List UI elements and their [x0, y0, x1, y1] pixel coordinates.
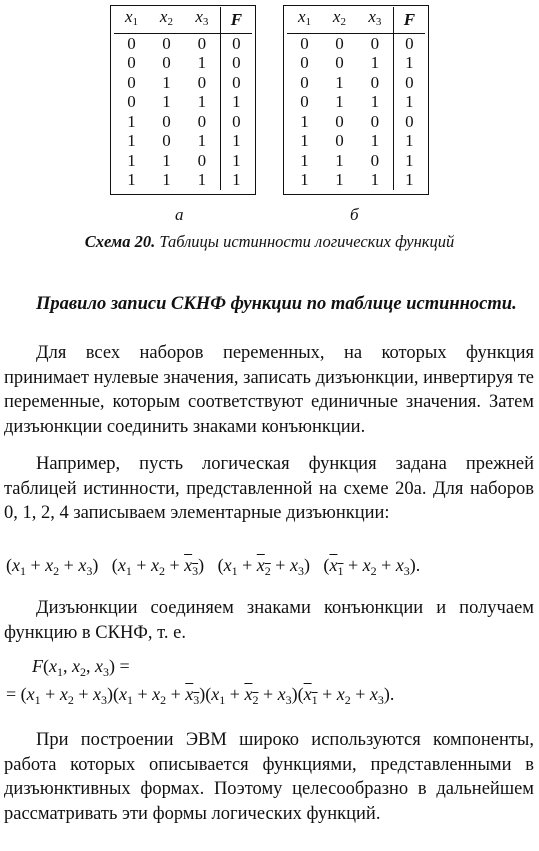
table-cell: 1 [127, 150, 136, 170]
table-cell: 0 [162, 131, 171, 150]
column-header: $x_2$ [322, 7, 357, 33]
truth-table-a [114, 7, 252, 190]
table-cell: 1 [300, 150, 309, 170]
table-cell: 1 [370, 131, 380, 150]
table-header-row [287, 7, 425, 33]
table-cell: 1 [393, 151, 425, 171]
table-cell: 1 [162, 92, 171, 111]
table-cell: 1 [220, 92, 252, 112]
column-header: $x_3$ [184, 7, 220, 33]
table-row [114, 112, 252, 132]
table-row [287, 33, 425, 53]
table-header-row [114, 7, 252, 33]
table-cell: 0 [370, 72, 380, 92]
table-cell: 1 [300, 170, 309, 189]
table-cell: 0 [335, 53, 344, 72]
table-row [287, 73, 425, 93]
table-cell: 1 [335, 72, 344, 92]
table-cell: 1 [335, 170, 344, 189]
table-cell: 0 [197, 111, 207, 131]
table-row [287, 92, 425, 112]
table-row [287, 131, 425, 151]
table-cell: 0 [393, 33, 425, 53]
table-row [287, 151, 425, 171]
table-row [114, 92, 252, 112]
figure-caption [0, 232, 539, 252]
table-cell: 0 [393, 73, 425, 93]
column-header: $x_2$ [149, 7, 184, 33]
table-cell: 0 [393, 112, 425, 132]
table-cell: 0 [162, 53, 171, 72]
table-cell: 0 [197, 33, 207, 53]
table-cell: 0 [300, 72, 309, 92]
table-cell: 1 [393, 53, 425, 73]
table-row [287, 112, 425, 132]
table-cell: 0 [197, 150, 207, 170]
formula-scnf-line1: $F(x_1$, $x_2$, $x_3$) = [32, 656, 130, 679]
table-cell: 0 [220, 53, 252, 73]
table-a-label: а [175, 205, 184, 224]
table-cell: 1 [300, 111, 309, 131]
table-row [114, 131, 252, 151]
table-cell: 1 [393, 170, 425, 190]
table-cell: 0 [162, 33, 171, 53]
table-cell: 0 [300, 53, 309, 72]
table-cell: 0 [300, 92, 309, 111]
paragraph-rule-body: Для всех наборов переменных, на которых функция принимает нулевые значения, записать дизъюнкции, инвертируя те переменные, которым соответствуют единичные значения. Затем дизъюнкции соединить знаками конъюнкции. [4, 343, 534, 437]
table-cell: 0 [220, 112, 252, 132]
table-row [287, 170, 425, 190]
table-row [287, 53, 425, 73]
table-cell: 1 [370, 92, 380, 111]
caption-text: Таблицы истинности логических функций [155, 232, 455, 251]
table-cell: 0 [220, 33, 252, 53]
column-header: $x_1$ [287, 7, 322, 33]
table-cell: 1 [127, 170, 136, 189]
table-b-label: б [350, 205, 359, 224]
table-cell: 1 [335, 150, 344, 170]
table-cell: 1 [220, 131, 252, 151]
table-cell: 1 [162, 170, 171, 189]
table-cell: 0 [220, 73, 252, 93]
table-cell: 1 [393, 131, 425, 151]
paragraph-conjunction: Дизъюнкции соединяем знаками конъюнкции и получаем функцию в СКНФ, т. е. [4, 598, 534, 643]
table-cell: 1 [162, 150, 171, 170]
table-row [114, 170, 252, 190]
column-header: $x_1$ [114, 7, 149, 33]
table-cell: 1 [335, 92, 344, 111]
table-cell: 0 [127, 72, 136, 92]
table-cell: 1 [220, 170, 252, 190]
formula-disjunctions: $(x_1 + x_2 + x_3) (x_1 + x_2 + x_3) (x_1 + x_2 + x_3) (x_1 + x_2 + x_3)$. [6, 555, 421, 578]
table-cell: 0 [162, 111, 171, 131]
table-cell: 1 [162, 72, 171, 92]
table-cell: 0 [370, 111, 380, 131]
table-row [114, 53, 252, 73]
table-cell: 1 [197, 92, 207, 111]
table-cell: 1 [300, 131, 309, 150]
table-cell: 0 [300, 33, 309, 53]
paragraph-example: Например, пусть логическая функция задана прежней таблицей истинности, представленной на схеме 20а. Для наборов 0, 1, 2, 4 записываем элементарные дизъюнкции: [4, 454, 534, 523]
table-cell: 1 [393, 92, 425, 112]
table-cell: 0 [335, 131, 344, 150]
column-header: F [220, 7, 252, 33]
table-cell: 1 [127, 111, 136, 131]
table-row [114, 151, 252, 171]
table-cell: 1 [370, 170, 380, 189]
table-cell: 0 [370, 150, 380, 170]
table-cell: 0 [335, 33, 344, 53]
table-cell: 0 [197, 72, 207, 92]
formula-scnf-line2: = $(x_1 + x_2 + x_3)(x_1 + x_2 + x_3)(x_1 + x_2 + x_3)(x_1 + x_2 + x_3)$. [6, 684, 395, 707]
table-cell: 1 [370, 53, 380, 72]
table-cell: 1 [197, 53, 207, 72]
table-cell: 0 [370, 33, 380, 53]
rule-title: Правило записи СКНФ функции по таблице истинности. [36, 294, 517, 314]
table-cell: 0 [127, 53, 136, 72]
table-cell: 1 [220, 151, 252, 171]
table-cell: 0 [127, 33, 136, 53]
caption-prefix: Схема 20. [84, 232, 156, 251]
truth-table-b [287, 7, 425, 190]
column-header: $x_3$ [357, 7, 393, 33]
table-row [114, 73, 252, 93]
paragraph-conclusion: При построении ЭВМ широко используются компоненты, работа которых описывается функциями, представленными в дизъюнктивных формах. Поэтому целесообразно в дальнейшем рассматривать эти формы логических функций. [4, 730, 534, 824]
table-cell: 1 [197, 131, 207, 150]
table-cell: 0 [127, 92, 136, 111]
table-cell: 1 [197, 170, 207, 189]
table-cell: 1 [127, 131, 136, 150]
table-row [114, 33, 252, 53]
table-cell: 0 [335, 111, 344, 131]
column-header: F [393, 7, 425, 33]
